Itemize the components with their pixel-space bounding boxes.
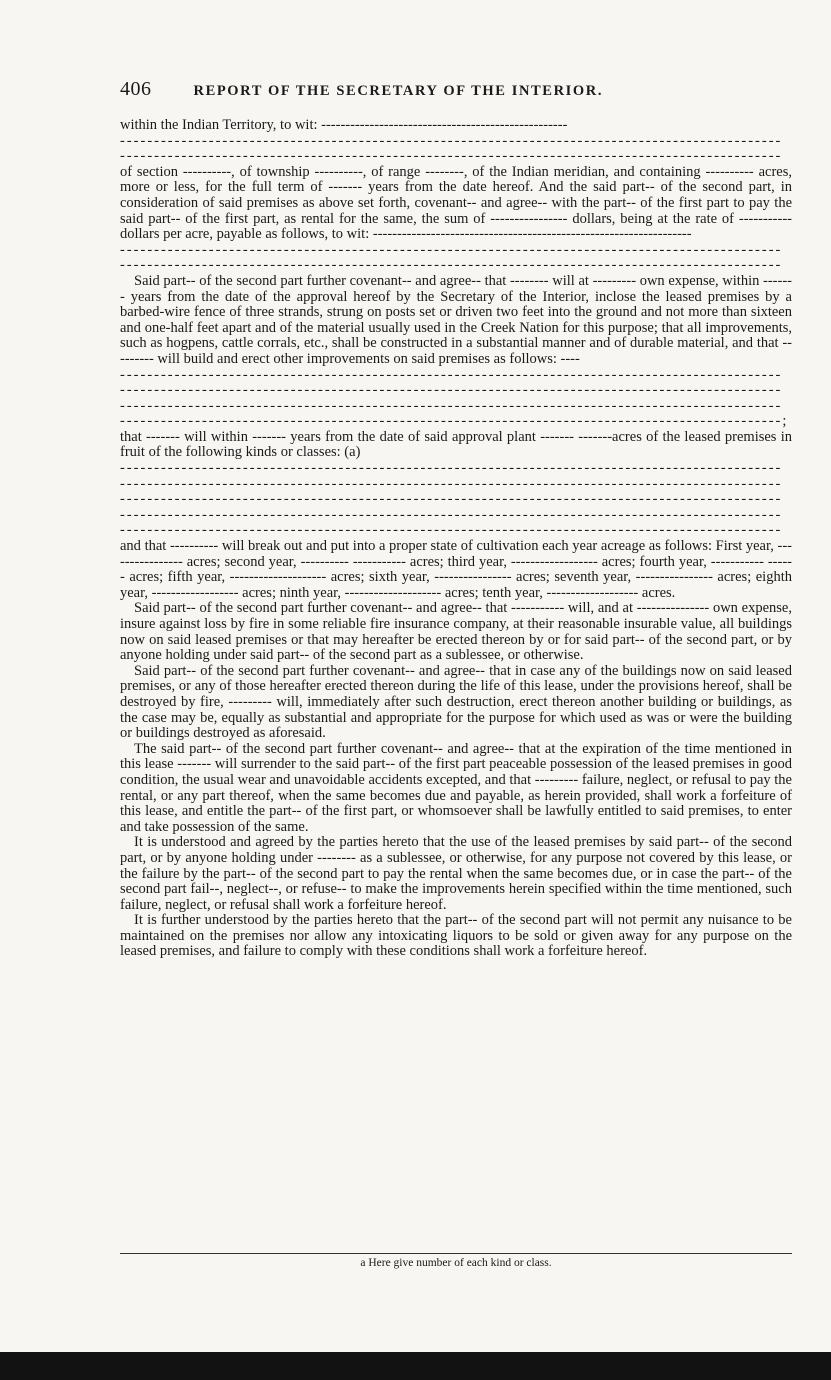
blank-line: -------------------------------------------------------------------------------------------------: [120, 398, 783, 414]
paragraph-rebuild: Said part-- of the second part further covenant-- and agree-- that in case any of the buildings now on said leased premises, or any of those hereafter erected thereon during the life of this lease, under the provisions hereof, shall be destroyed by fire, --------- will, immediately after such destruction, erect thereon another building or buildings, as the case may be, equally as substantial and appropriate for the purpose for which used as was or were the building or buildings destroyed as aforesaid.: [120, 662, 792, 742]
paragraph-forfeiture-use: It is understood and agreed by the parties hereto that the use of the leased premises by said part-- of the second part, or by anyone holding under -------- as a sublessee, or otherwise, for any purpose not covered by this lease, or the failure by the part-- of the second part to pay the rental when the same becomes due, or in case the part-- of the second part fail--, neglect--, or refuse-- to make the improvements herein specified within the time mentioned, such failure, neglect, or refusal shall work a forfeiture hereof.: [120, 834, 792, 913]
paragraph-fire-insurance: Said part-- of the second part further covenant-- and agree-- that ----------- will, and at --------------- own expense, insure against loss by fire in some reliable fire insurance company, at their reasonable insurable value, all buildings now on said leased premises or that may hereafter be erected thereon by or for said part-- of the second part, or by anyone holding under said part-- of the second part as a sublessee, or otherwise.: [120, 600, 792, 664]
page-header: [120, 78, 792, 102]
paragraph-fence-improvements: Said part-- of the second part further covenant-- and agree-- that -------- will at --------- own expense, within ------- years from the date of the approval hereof by the Secretary of the Interior, inclose the leased premises by a barbed-wire fence of three strands, strung on posts set or driven two feet into the ground and not more than sixteen and one-half feet apart and of the material usually used in the Creek Nation for this purpose; that all improvements, such as hogpens, cattle corrals, etc., shall be constructed in a substantial manner and of durable material, and that --------- will build and erect other improvements on said premises as follows: ----: [120, 272, 792, 367]
blank-line: -------------------------------------------------------------------------------------------------: [120, 258, 783, 274]
blank-line: -------------------------------------------------------------------------------------------------: [120, 367, 783, 383]
blank-line: -------------------------------------------------------------------------------------------------: [120, 242, 783, 258]
blank-line: -------------------------------------------------------------------------------------------------: [120, 507, 783, 523]
blank-line: -------------------------------------------------------------------------------------------------: [120, 383, 783, 399]
running-head: REPORT OF THE SECRETARY OF THE INTERIOR.: [193, 83, 604, 99]
blank-line: -------------------------------------------------------------------------------------------------: [120, 149, 783, 165]
paragraph-surrender: The said part-- of the second part further covenant-- and agree-- that at the expiration of the time mentioned in this lease ------- will surrender to the said part-- of the first part peaceable possession of the leased premises in good condition, the usual wear and unavoidable accidents excepted, and that --------- failure, neglect, or refusal to pay the rental, or any part thereof, when the same becomes due and payable, as herein provided, shall work a forfeiture of this lease, and entitle the part-- of the first part, or whomsoever shall be lawfully entitled to said premises, to enter and take possession of the same.: [120, 740, 792, 835]
scan-edge-band: [0, 1352, 831, 1380]
paragraph-indian-territory: within the Indian Territory, to wit: ---------------------------------------------------: [120, 117, 568, 133]
blank-line: -------------------------------------------------------------------------------------------------: [120, 133, 783, 149]
lease-body-text: [120, 118, 792, 960]
blank-line: -------------------------------------------------------------------------------------------------: [120, 492, 783, 508]
page-number: 406: [120, 78, 152, 100]
paragraph-nuisance-liquor: It is further understood by the parties hereto that the part-- of the second part will not permit any nuisance to be maintained on the premises nor allow any intoxicating liquors to be sold or given away for any purpose on the leased premises, and failure to comply with these conditions shall work a forfeiture hereof.: [120, 912, 792, 960]
footnote-rule: [120, 1253, 792, 1254]
footnote: a Here give number of each kind or class.: [360, 1257, 552, 1269]
paragraph-fruit-planting: that ------- will within ------- years from the date of said approval plant ------- -------acres of the leased premises in fruit of the following kinds or classes: (a): [120, 428, 792, 461]
paragraph-section-rental: of section ----------, of township ----------, of range --------, of the Indian meridian, and containing ---------- acres, more or less, for the full term of ------- years from the date hereof. And the said part-- of the second part, in consideration of said premises as above set forth, covenant-- and agree-- with the part-- of the first part to pay the said part-- of the first part, as rental for the same, the sum of ---------------- dollars, being at the rate of ----------- dollars per acre, payable as follows, to wit: ------------------------------------------------------------------: [120, 163, 792, 243]
paragraph-cultivation: and that ---------- will break out and put into a proper state of cultivation each year acreage as follows: First year, ---------------- acres; second year, ---------- ----------- acres; third year, ------------------ acres; fourth year, ----------- ------ acres; fifth year, -------------------- acres; sixth year, ---------------- acres; seventh year, ---------------- acres; eighth year, ------------------ acres; ninth year, -------------------- acres; tenth year, ------------------- acres.: [120, 538, 792, 601]
blank-line: -------------------------------------------------------------------------------------------------: [120, 461, 783, 477]
blank-line: -------------------------------------------------------------------------------------------------: [120, 476, 783, 492]
blank-line: -------------------------------------------------------------------------------------------------: [120, 523, 783, 539]
blank-line: -------------------------------------------------------------------------------------------------;: [120, 414, 789, 430]
